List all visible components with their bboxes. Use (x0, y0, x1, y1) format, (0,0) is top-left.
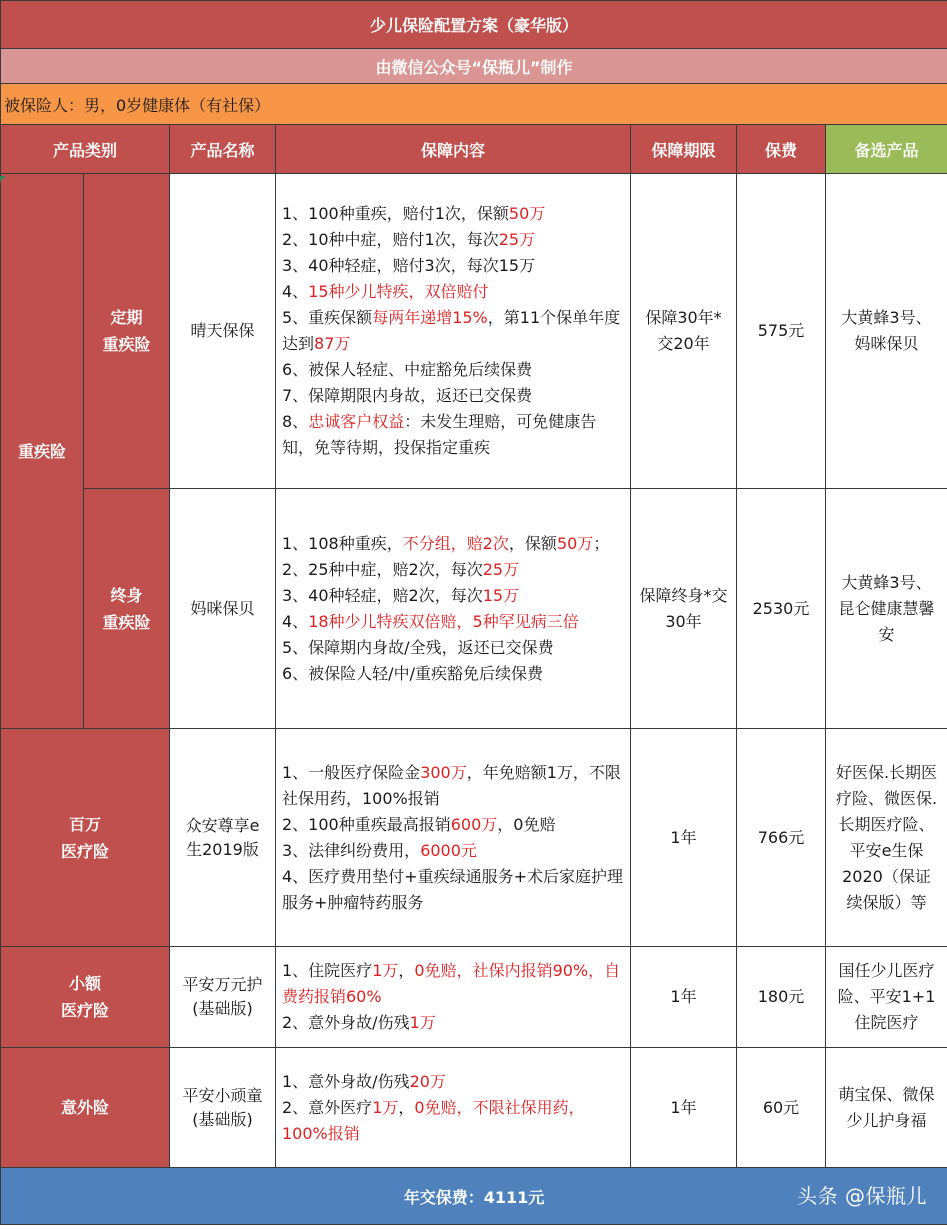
coverage-content (276, 1048, 631, 1168)
coverage-term: 1年 (631, 1048, 737, 1168)
coverage-line (282, 227, 625, 253)
coverage-text: 4、 (282, 282, 309, 301)
coverage-text: 1、一般医疗保险金 (282, 762, 421, 782)
coverage-line (282, 383, 625, 409)
coverage-term: 保障30年* 交20年 (631, 174, 737, 489)
coverage-text: 2、意外医疗 (282, 1097, 373, 1117)
coverage-text: ，年免赔额1万，不限社保用药，100%报销 (282, 762, 621, 808)
subcategory-whole-ci: 终身 重疾险 (84, 489, 170, 729)
coverage-text: 2、25种中症，赔2次，每次 (282, 559, 483, 579)
coverage-text: 1、100种重疾，赔付1次，保额 (282, 204, 509, 223)
coverage-text: 2、意外身故/伤残 (282, 1013, 410, 1032)
product-name: 平安小顽童 (基础版) (170, 1048, 276, 1168)
coverage-text: 1、住院医疗 (282, 961, 373, 980)
coverage-term: 保障终身*交 30年 (631, 489, 737, 729)
highlight-text: 0免赔，社保内报销90%，自费药报销60% (282, 961, 621, 1006)
header-coverage: 保障内容 (276, 125, 631, 174)
premium-value: 575元 (737, 174, 826, 489)
coverage-content (276, 489, 631, 729)
page-subtitle: 由微信公众号“保瓶儿”制作 (1, 49, 947, 84)
coverage-term: 1年 (631, 947, 737, 1048)
coverage-text: ； (593, 533, 610, 553)
premium-value: 766元 (737, 729, 826, 947)
coverage-text: 3、40种轻症，赔付3次，每次15万 (282, 256, 536, 275)
highlight-text: 不分组，赔2次 (402, 533, 509, 553)
coverage-line (282, 279, 625, 305)
coverage-line (282, 1095, 625, 1147)
coverage-line (282, 305, 625, 357)
coverage-text: ， (398, 961, 415, 980)
category-critical-illness: 重疾险 (1, 174, 84, 729)
coverage-text: 1、108种重疾， (282, 533, 403, 553)
total-label: 年交保费：4111元 (403, 1187, 545, 1207)
coverage-text: ， (398, 1097, 415, 1117)
coverage-text: 6、被保险人轻/中/重疾豁免后续保费 (282, 663, 543, 683)
product-name: 众安尊享e 生2019版 (170, 729, 276, 947)
subcategory-term-ci: 定期 重疾险 (84, 174, 170, 489)
header-category: 产品类别 (1, 125, 170, 174)
coverage-line (282, 661, 625, 687)
highlight-text: 25万 (482, 559, 520, 579)
coverage-line (282, 557, 625, 583)
coverage-text: ，保额 (508, 533, 557, 553)
highlight-text: 300万 (420, 762, 467, 782)
coverage-text: ，0免赔 (497, 814, 556, 834)
table-row (1, 489, 947, 729)
highlight-text: 15种少儿特疾，双倍赔付 (308, 282, 489, 301)
category-accident: 意外险 (1, 1048, 170, 1168)
product-name: 妈咪保贝 (170, 489, 276, 729)
highlight-text: 每两年递增15% (372, 308, 488, 327)
coverage-text: 5、保障期内身故/全残，返还已交保费 (282, 637, 554, 657)
product-name: 晴天保保 (170, 174, 276, 489)
coverage-text: 2、10种中症，赔付1次，每次 (282, 230, 499, 249)
header-alternatives: 备选产品 (826, 125, 947, 174)
category-million-medical: 百万 医疗险 (1, 729, 170, 947)
highlight-text: 0免赔，不限社保用药，100%报销 (282, 1097, 585, 1143)
coverage-line (282, 864, 625, 916)
coverage-line (282, 583, 625, 609)
header-product: 产品名称 (170, 125, 276, 174)
watermark: 头条 @保瓶儿 (797, 1184, 927, 1208)
coverage-line (282, 958, 625, 1010)
coverage-line (282, 838, 625, 864)
cell-corner-marker (0, 176, 6, 182)
coverage-text: 8、 (282, 412, 309, 431)
table-row (1, 729, 947, 947)
highlight-text: 50万 (508, 204, 546, 223)
coverage-text: 4、 (282, 611, 309, 631)
highlight-text: 87万 (314, 334, 351, 353)
highlight-text: 25万 (498, 230, 536, 249)
alternative-products: 大黄蜂3号、 昆仑健康慧馨 安 (826, 489, 947, 729)
highlight-text: 20万 (409, 1071, 446, 1091)
highlight-text: 忠诚客户权益 (308, 412, 405, 431)
coverage-term: 1年 (631, 729, 737, 947)
premium-value: 60元 (737, 1048, 826, 1168)
category-small-medical: 小额 医疗险 (1, 947, 170, 1048)
coverage-text: 2、100种重疾最高报销 (282, 814, 451, 834)
coverage-line (282, 635, 625, 661)
coverage-text: 7、保障期限内身故，返还已交保费 (282, 386, 533, 405)
coverage-text: ：未发生理赔，可免健康告知，免等待期，投保指定重疾 (282, 412, 597, 457)
header-term: 保障期限 (631, 125, 737, 174)
highlight-text: 1万 (409, 1013, 436, 1032)
header-row (1, 125, 947, 174)
premium-value: 180元 (737, 947, 826, 1048)
coverage-line (282, 409, 625, 461)
coverage-line (282, 609, 625, 635)
coverage-line (282, 357, 625, 383)
premium-value: 2530元 (737, 489, 826, 729)
coverage-line (282, 531, 625, 557)
alternative-products: 国任少儿医疗 险、平安1+1 住院医疗 (826, 947, 947, 1048)
coverage-text: 3、40种轻症，赔2次，每次 (282, 585, 483, 605)
coverage-line (282, 201, 625, 227)
table-row (1, 174, 947, 489)
alternative-products: 大黄蜂3号、 妈咪保贝 (826, 174, 947, 489)
highlight-text: 1万 (372, 961, 399, 980)
header-premium: 保费 (737, 125, 826, 174)
insured-info: 被保险人：男，0岁健康体（有社保） (1, 84, 947, 125)
coverage-line (282, 1010, 625, 1036)
table-row (1, 1048, 947, 1168)
highlight-text: 600万 (450, 814, 498, 834)
coverage-line (282, 812, 625, 838)
coverage-content (276, 729, 631, 947)
highlight-text: 18种少儿特疾双倍赔，5种罕见病三倍 (308, 611, 579, 631)
coverage-line (282, 760, 625, 812)
coverage-content (276, 174, 631, 489)
highlight-text: 50万 (556, 533, 594, 553)
coverage-text: ，第11个保单年度达到 (282, 308, 621, 353)
table-row (1, 947, 947, 1048)
highlight-text: 6000元 (420, 840, 477, 860)
coverage-text: 4、医疗费用垫付+重疾绿通服务+术后家庭护理服务+肿瘤特药服务 (282, 866, 623, 912)
coverage-content (276, 947, 631, 1048)
coverage-text: 6、被保人轻症、中症豁免后续保费 (282, 360, 533, 379)
highlight-text: 1万 (372, 1097, 399, 1117)
coverage-line (282, 1069, 625, 1095)
product-name: 平安万元护 (基础版) (170, 947, 276, 1048)
coverage-text: 5、重疾保额 (282, 308, 373, 327)
highlight-text: 15万 (482, 585, 520, 605)
alternative-products: 好医保.长期医 疗险、微医保. 长期医疗险、 平安e生保 2020（保证 续保版）等 (826, 729, 947, 947)
coverage-text: 1、意外身故/伤残 (282, 1071, 410, 1091)
page-title: 少儿保险配置方案（豪华版） (1, 1, 947, 49)
annual-premium-total (1, 1168, 947, 1225)
alternative-products: 萌宝保、微保 少儿护身福 (826, 1048, 947, 1168)
coverage-line (282, 253, 625, 279)
coverage-text: 3、法律纠纷费用， (282, 840, 421, 860)
